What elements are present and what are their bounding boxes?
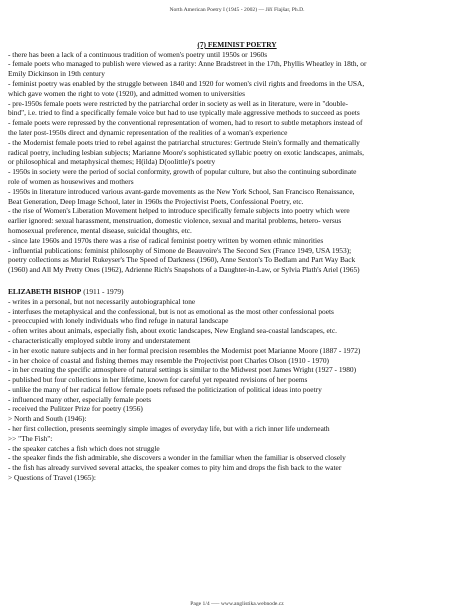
text-line: - the fish has already survived several attacks, the speaker comes to pity him and drops the fish back to the water [8,463,342,473]
text-line: or philosophical and metaphysical themes; H(ilda) D(oolittle)'s poetry [8,157,216,167]
text-line: - feminist poetry was enabled by the struggle between 1840 and 1920 for women's civil rights and freedoms in the USA, [8,78,365,88]
text-line: earlier ignored: sexual harassment, menstruation, domestic violence, sexual and marital problems, hetero- versus [8,216,342,226]
text-line: - writes in a personal, but not necessarily autobiographical tone [8,296,196,306]
page-footer: Page 1/4 —– www.anglistika.webnode.cz [190,601,284,607]
author-dates: (1911 - 1979) [83,286,124,296]
text-line: - often writes about animals, especially fish, about exotic landscapes, New England sea-coastal landscapes, etc. [8,326,337,336]
text-line: - female poets were repressed by the conventional representation of women, had to resort to subtle metaphors instead of [8,118,363,128]
text-line: - her first collection, presents seemingly simple images of everyday life, but with a rich inner life underneath [8,424,330,434]
text-line: (1960) and All My Pretty Ones (1962), Adrienne Rich's Snapshots of a Daughter-in-Law, or Sylvia Plath's Ariel (1965) [8,265,360,275]
text-line: - the rise of Women's Liberation Movement helped to introduce specifically female subjects into poetry which were [8,206,350,216]
text-line: - in her choice of coastal and fishing themes may resemble the Projectivist poet Charles Olson (1910 - 1970) [8,355,329,365]
text-line: poetry collections as Muriel Rukeyser's The Speed of Darkness (1960), Anne Sexton's To Bedlam and Part Way Back [8,255,356,265]
section-title-elizabeth-bishop [8,287,466,297]
text-line: - characteristically employed subtle irony and understatement [8,335,191,345]
document-body [8,40,466,483]
text-line: - pre-1950s female poets were restricted by the patriarchal order in society as well as in literature, were in "double- [8,98,348,108]
text-line: > Questions of Travel (1965): [8,473,96,483]
author-name: ELIZABETH BISHOP [8,286,82,296]
section-elizabeth-bishop [8,297,466,483]
text-line: - unlike the many of her radical fellow female poets refused the politicization of political ideas into poetry [8,384,322,394]
text-line: - the speaker finds the fish admirable, she discovers a wonder in the familiar when the familiar is observed closely [8,453,346,463]
page-header: North American Poetry I (1945 - 2002) — Jiří Flajšar, Ph.D. [169,7,305,13]
text-line: - preoccupied with lonely individuals who find refuge in natural landscape [8,316,229,326]
text-line: - interfuses the metaphysical and the confessional, but is not as emotional as the most other confessional poets [8,306,334,316]
text-line: - in her creating the specific atmosphere of natural settings is similar to the Midwest poet James Wright (1927 - 1980) [8,365,357,375]
text-line: bind", i.e. tried to find a specifically female voice but had to use typically male aggressive methods to succeed as poets [8,108,360,118]
text-line: radical poetry, including lesbian subjects; Marianne Moore's sophisticated syllabic poetry on exotic landscapes, animals, [8,147,364,157]
text-line: - since late 1960s and 1970s there was a rise of radical feminist poetry written by women ethnic minorities [8,235,324,245]
text-line: homosexual preference, mental disease, suicidal thoughts, etc. [8,225,192,235]
text-line: - received the Pulitzer Prize for poetry (1956) [8,404,143,414]
section-title-feminist-poetry: (7) FEMINIST POETRY [197,40,277,49]
text-line: which gave women the right to vote (1920), and admitted women to universities [8,88,246,98]
text-line: - the speaker catches a fish which does not struggle [8,443,160,453]
text-line: Beat Generation, Deep Image School, later in 1960s the Projectivist Poets, Confessional Poetry, etc. [8,196,304,206]
text-line: - influenced many other, especially female poets [8,394,152,404]
text-line: - there has been a lack of a continuous tradition of women's poetry until 1950s or 1960s [8,49,268,59]
text-line: - in her exotic nature subjects and in her formal precision resembles the Modernist poet Marianne Moore (1887 - 1972) [8,345,361,355]
text-line: - female poets who managed to publish were viewed as a rarity: Anne Bradstreet in the 17th, Phyllis Wheatley in 18th, or [8,59,367,69]
text-line: > North and South (1946): [8,414,87,424]
section-gap [8,275,466,287]
text-line: Emily Dickinson in 19th century [8,69,105,79]
text-line: the later post-1950s direct and dynamic representation of the realities of a woman's experience [8,127,288,137]
text-line: - the Modernist female poets tried to rebel against the patriarchal structures: Gertrude Stein's formally and thematically [8,137,360,147]
text-line: role of women as housewives and mothers [8,176,134,186]
text-line: - 1950s in literature introduced various avant-garde movements as the New York School, San Francisco Renaissance, [8,186,355,196]
text-line: - influential publications: feminist philosophy of Simone de Beauvoire's The Second Sex (France 1949, USA 1953); [8,245,352,255]
text-line: - 1950s in society were the period of social conformity, growth of popular culture, but also the continuing subordinate [8,167,357,177]
text-line: - published but four collections in her lifetime, known for careful yet repeated revisions of her poems [8,375,308,385]
section-feminist-poetry [8,50,466,275]
text-line: >> "The Fish": [8,433,53,443]
